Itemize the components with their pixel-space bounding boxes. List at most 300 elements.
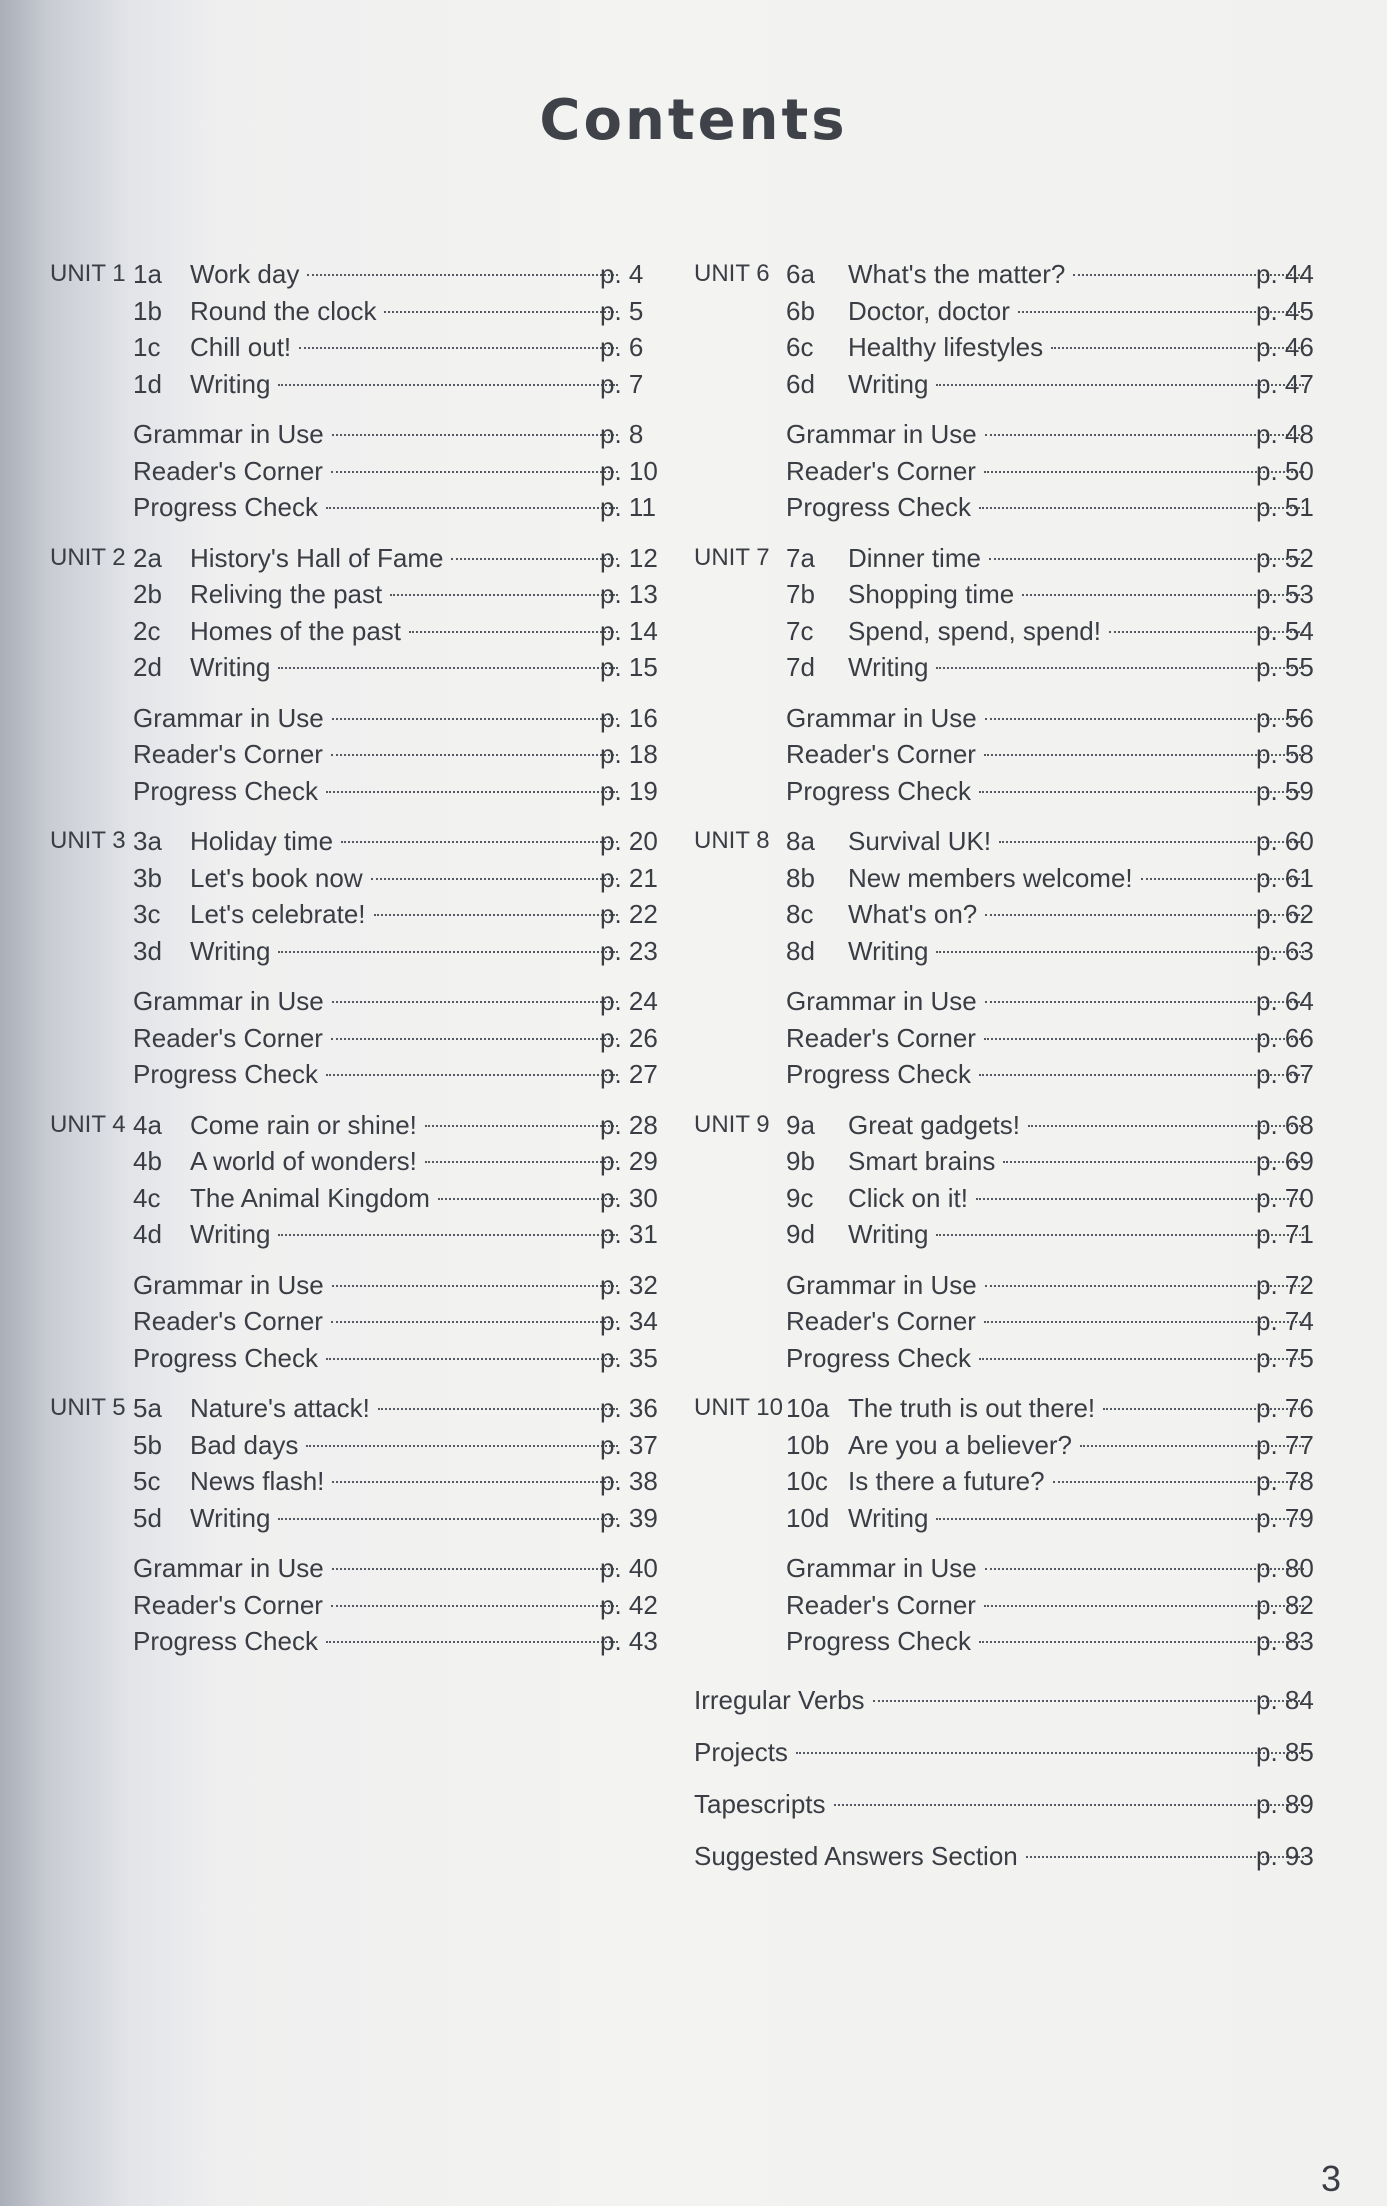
toc-entry (848, 1390, 1312, 1427)
lesson-row (50, 1500, 658, 1537)
toc-entry (848, 1463, 1312, 1500)
section-row (694, 1340, 1332, 1377)
entry-page: p. 53 (1256, 579, 1314, 609)
page-title: Contents (539, 88, 848, 153)
entry-page: p. 75 (1256, 1342, 1314, 1373)
entry-page: p. 14 (600, 615, 658, 646)
appendix-row (694, 1674, 1332, 1726)
entry-title: Round the clock (190, 295, 377, 326)
unit-block (50, 256, 658, 526)
entry-title: History's Hall of Fame (190, 542, 444, 573)
entry-title: Writing (848, 368, 929, 399)
lesson-code: 4b (133, 1146, 162, 1176)
lesson-code: 2b (133, 579, 162, 609)
section-row (50, 700, 658, 737)
entry-page: p. 26 (600, 1022, 658, 1053)
section-row (694, 416, 1332, 453)
toc-entry (133, 1623, 626, 1660)
toc-entry (786, 773, 1312, 810)
entry-title: A world of wonders! (190, 1146, 417, 1176)
dot-leader (307, 274, 618, 276)
entry-page: p. 47 (1256, 368, 1314, 399)
entry-page: p. 82 (1256, 1589, 1314, 1620)
entry-page: p. 66 (1256, 1022, 1314, 1053)
entry-title: Shopping time (848, 579, 1015, 609)
toc-entry (848, 1500, 1312, 1537)
section-row (50, 1623, 658, 1660)
toc-entry (694, 1830, 1312, 1882)
entry-page: p. 80 (1256, 1553, 1314, 1583)
page-number: 3 (1321, 2158, 1342, 2199)
lesson-code: 7a (786, 542, 815, 573)
dot-leader (332, 434, 618, 436)
entry-title: Grammar in Use (786, 1553, 977, 1583)
section-row (50, 416, 650, 453)
toc-entry (786, 983, 1312, 1020)
entry-title: Bad days (190, 1429, 299, 1460)
lesson-code: 5d (133, 1502, 162, 1533)
section-row (694, 489, 1332, 526)
toc-entry (848, 860, 1312, 897)
lesson-row (50, 1107, 658, 1144)
entry-page: p. 12 (600, 542, 658, 573)
dot-leader (451, 558, 618, 560)
section-row (50, 1550, 658, 1587)
toc-entry (848, 613, 1312, 650)
dot-leader (331, 754, 618, 756)
entry-title: Holiday time (190, 826, 334, 856)
toc-entry (190, 256, 626, 293)
entry-page: p. 74 (1256, 1306, 1314, 1336)
toc-entry (848, 649, 1312, 686)
entry-title: Grammar in Use (786, 702, 977, 733)
dot-leader (306, 1445, 618, 1447)
entry-page: p. 76 (1256, 1393, 1314, 1423)
entry-title: Grammar in Use (133, 1269, 324, 1300)
toc-entry (133, 1020, 626, 1057)
entry-title: Writing (190, 368, 271, 399)
lesson-row (50, 576, 658, 613)
entry-title: Come rain or shine! (190, 1109, 417, 1140)
entry-title: Reader's Corner (786, 455, 976, 486)
entry-title: Survival UK! (848, 826, 992, 856)
unit-block (694, 1107, 1332, 1377)
entry-title: Progress Check (133, 1342, 318, 1373)
contents-column-left (50, 256, 658, 1674)
entry-title: Reader's Corner (133, 1022, 323, 1053)
dot-leader (371, 878, 618, 880)
toc-entry (133, 453, 626, 490)
entry-title: Progress Check (786, 1059, 971, 1089)
toc-entry (133, 1267, 626, 1304)
dot-leader (299, 347, 618, 349)
entry-title: Grammar in Use (133, 1553, 324, 1583)
unit-label: UNIT 9 (694, 1110, 770, 1138)
dot-leader (341, 841, 618, 843)
entry-title: Reader's Corner (133, 455, 323, 486)
entry-title: Progress Check (786, 775, 971, 806)
lesson-row (50, 329, 650, 366)
entry-title: Progress Check (133, 1626, 318, 1656)
entry-page: p. 93 (1256, 1840, 1314, 1871)
lesson-row (694, 1107, 1332, 1144)
toc-entry (190, 1390, 626, 1427)
toc-entry (190, 613, 626, 650)
toc-entry (190, 1143, 626, 1180)
dot-leader (409, 631, 618, 633)
lesson-code: 9a (786, 1109, 815, 1140)
entry-title: Grammar in Use (786, 986, 977, 1016)
lesson-code: 2c (133, 615, 161, 646)
lesson-code: 9d (786, 1219, 815, 1249)
lesson-code: 9b (786, 1146, 815, 1176)
unit-block (694, 540, 1332, 810)
lesson-row (694, 613, 1332, 650)
entry-page: p. 29 (600, 1146, 658, 1176)
lesson-code: 7b (786, 579, 815, 609)
lesson-row (694, 329, 1332, 366)
entry-title: Healthy lifestyles (848, 332, 1044, 362)
toc-entry (848, 823, 1312, 860)
section-row (694, 1267, 1332, 1304)
section-row (50, 1303, 658, 1340)
entry-title: Reader's Corner (133, 739, 323, 769)
dot-leader (278, 667, 618, 669)
dot-leader (331, 1038, 618, 1040)
entry-page: p. 8 (600, 419, 644, 449)
lesson-code: 5b (133, 1429, 162, 1460)
entry-page: p. 19 (600, 775, 658, 806)
toc-entry (190, 896, 626, 933)
lesson-row (694, 1216, 1332, 1253)
entry-title: Click on it! (848, 1182, 968, 1213)
entry-title: New members welcome! (848, 862, 1133, 893)
unit-label: UNIT 4 (50, 1110, 126, 1138)
toc-entry (133, 489, 626, 526)
lesson-row (694, 896, 1332, 933)
entry-title: Grammar in Use (133, 419, 324, 449)
toc-entry (133, 1303, 626, 1340)
toc-entry (848, 1216, 1312, 1253)
dot-leader (796, 1752, 1304, 1754)
section-row (694, 1303, 1332, 1340)
entry-title: Progress Check (133, 775, 318, 806)
entry-title: Let's celebrate! (190, 899, 366, 929)
entry-title: Progress Check (133, 1059, 318, 1089)
entry-page: p. 67 (1256, 1059, 1314, 1089)
entry-page: p. 23 (600, 935, 658, 966)
lesson-code: 8b (786, 862, 815, 893)
toc-entry (786, 700, 1312, 737)
entry-page: p. 7 (600, 368, 644, 399)
entry-title: What's on? (848, 899, 978, 929)
lesson-row (694, 576, 1332, 613)
unit-label: UNIT 3 (50, 827, 126, 854)
entry-title: Writing (848, 1219, 929, 1249)
dot-leader (976, 1198, 1304, 1200)
toc-entry (190, 1463, 626, 1500)
unit-block (694, 256, 1332, 526)
unit-label: UNIT 6 (694, 260, 770, 287)
entry-title: Reader's Corner (786, 1022, 976, 1053)
section-row (50, 773, 658, 810)
unit-block (694, 823, 1332, 1093)
toc-entry (848, 933, 1312, 970)
toc-entry (848, 366, 1312, 403)
dot-leader (374, 914, 618, 916)
entry-page: p. 50 (1256, 455, 1314, 486)
entry-title: Writing (190, 935, 271, 966)
toc-entry (190, 1180, 626, 1217)
entry-title: Writing (190, 652, 271, 682)
entry-page: p. 11 (600, 492, 656, 522)
lesson-code: 3d (133, 935, 162, 966)
entry-page: p. 13 (600, 579, 658, 609)
entry-page: p. 55 (1256, 652, 1314, 682)
group-spacer (50, 1253, 650, 1267)
section-row (694, 453, 1332, 490)
lesson-row (694, 540, 1332, 577)
entry-page: p. 31 (600, 1219, 658, 1249)
group-spacer (694, 402, 1332, 416)
dot-leader (936, 951, 1304, 953)
entry-page: p. 69 (1256, 1146, 1314, 1176)
lesson-code: 5c (133, 1466, 161, 1496)
toc-entry (190, 329, 626, 366)
section-row (50, 489, 656, 526)
toc-entry (786, 1623, 1312, 1660)
lesson-row (50, 540, 658, 577)
section-row (50, 1340, 658, 1377)
toc-entry (694, 1778, 1312, 1830)
entry-page: p. 83 (1256, 1626, 1314, 1656)
group-spacer (50, 402, 650, 416)
entry-page: p. 30 (600, 1182, 658, 1213)
lesson-code: 2d (133, 652, 162, 682)
lesson-row (694, 823, 1332, 860)
unit-block (50, 540, 658, 810)
entry-title: The Animal Kingdom (190, 1182, 430, 1213)
lesson-code: 2a (133, 542, 162, 573)
section-row (50, 1587, 658, 1624)
lesson-row (694, 1143, 1332, 1180)
lesson-code: 4c (133, 1182, 161, 1213)
lesson-row (694, 1390, 1332, 1427)
entry-page: p. 4 (600, 259, 644, 289)
lesson-row (694, 1427, 1332, 1464)
toc-entry (786, 1056, 1312, 1093)
toc-entry (786, 416, 1312, 453)
lesson-code: 3b (133, 862, 162, 893)
section-row (50, 1020, 658, 1057)
toc-entry (190, 933, 626, 970)
entry-page: p. 63 (1256, 935, 1314, 966)
entry-title: Nature's attack! (190, 1393, 370, 1423)
toc-entry (694, 1726, 1312, 1778)
unit-block (50, 823, 658, 1093)
entry-title: Writing (190, 1219, 271, 1249)
entry-title: Writing (190, 1502, 271, 1533)
group-spacer (50, 686, 650, 700)
entry-title: Grammar in Use (786, 419, 977, 449)
entry-title: Writing (848, 935, 929, 966)
lesson-row (50, 1463, 658, 1500)
dot-leader (326, 507, 618, 509)
unit-label: UNIT 10 (694, 1394, 783, 1421)
toc-entry (848, 540, 1312, 577)
entry-page: p. 5 (600, 295, 644, 326)
lesson-code: 6b (786, 295, 815, 326)
lesson-row (50, 1216, 658, 1253)
toc-entry (190, 576, 626, 613)
section-row (694, 1056, 1332, 1093)
entry-title: Reader's Corner (786, 1306, 976, 1336)
lesson-row (694, 1500, 1332, 1537)
lesson-row (694, 293, 1332, 330)
entry-page: p. 54 (1256, 615, 1314, 646)
entry-page: p. 22 (600, 899, 658, 929)
lesson-row (50, 613, 658, 650)
entry-page: p. 38 (600, 1466, 658, 1496)
lesson-code: 10c (786, 1466, 828, 1496)
toc-entry (190, 1500, 626, 1537)
lesson-row (694, 1180, 1332, 1217)
dot-leader (936, 1234, 1304, 1236)
entry-title: Great gadgets! (848, 1109, 1020, 1140)
toc-entry (133, 1056, 626, 1093)
toc-entry (848, 896, 1312, 933)
lesson-code: 3a (133, 826, 162, 856)
dot-leader (278, 1234, 618, 1236)
dot-leader (332, 1001, 618, 1003)
entry-title: Grammar in Use (786, 1269, 977, 1300)
entry-title: Progress Check (786, 1342, 971, 1373)
toc-entry (786, 736, 1312, 773)
entry-page: p. 24 (600, 986, 658, 1016)
entry-title: Irregular Verbs (694, 1684, 865, 1715)
lesson-code: 8c (786, 899, 814, 929)
toc-entry (190, 1427, 626, 1464)
toc-entry (190, 366, 626, 403)
dot-leader (378, 1408, 618, 1410)
entry-title: Let's book now (190, 862, 363, 893)
lesson-code: 1a (133, 259, 162, 289)
toc-entry (786, 1340, 1312, 1377)
entry-title: Projects (694, 1736, 788, 1767)
dot-leader (326, 1641, 618, 1643)
entry-page: p. 60 (1256, 826, 1314, 856)
entry-title: Grammar in Use (133, 702, 324, 733)
entry-title: Progress Check (133, 492, 318, 522)
dot-leader (331, 1605, 618, 1607)
section-row (694, 1587, 1332, 1624)
lesson-code: 5a (133, 1393, 162, 1423)
group-spacer (694, 1536, 1332, 1550)
dot-leader (278, 1518, 618, 1520)
group-spacer (694, 686, 1332, 700)
lesson-row (50, 1427, 658, 1464)
lesson-row (694, 366, 1332, 403)
entry-title: Tapescripts (694, 1788, 826, 1819)
entry-title: The truth is out there! (848, 1393, 1096, 1423)
toc-entry (190, 649, 626, 686)
entry-page: p. 44 (1256, 259, 1314, 289)
entry-page: p. 28 (600, 1109, 658, 1140)
dot-leader (326, 1358, 618, 1360)
toc-entry (848, 1427, 1312, 1464)
dot-leader (873, 1700, 1304, 1702)
entry-title: Homes of the past (190, 615, 401, 646)
entry-title: Reader's Corner (786, 739, 976, 769)
entry-page: p. 71 (1256, 1219, 1314, 1249)
lesson-row (50, 366, 650, 403)
entry-title: Dinner time (848, 542, 981, 573)
entry-page: p. 16 (600, 702, 658, 733)
dot-leader (332, 1481, 618, 1483)
toc-entry (848, 293, 1312, 330)
toc-entry (786, 1020, 1312, 1057)
lesson-code: 10d (786, 1502, 830, 1533)
entry-page: p. 46 (1256, 332, 1314, 362)
toc-entry (694, 1674, 1312, 1726)
entry-page: p. 51 (1256, 492, 1314, 522)
toc-entry (786, 453, 1312, 490)
entry-page: p. 20 (600, 826, 658, 856)
entry-title: Reader's Corner (133, 1589, 323, 1620)
entry-title: Reliving the past (190, 579, 383, 609)
toc-entry (190, 860, 626, 897)
unit-label: UNIT 5 (50, 1394, 126, 1421)
toc-entry (133, 983, 626, 1020)
toc-entry (190, 293, 626, 330)
unit-block (50, 1107, 658, 1377)
dot-leader (326, 791, 618, 793)
dot-leader (936, 667, 1304, 669)
entry-title: Progress Check (786, 1626, 971, 1656)
toc-entry (848, 1180, 1312, 1217)
dot-leader (332, 1568, 618, 1570)
dot-leader (425, 1161, 618, 1163)
lesson-code: 8a (786, 826, 815, 856)
dot-leader (331, 471, 618, 473)
group-spacer (694, 969, 1332, 983)
toc-entry (786, 1550, 1312, 1587)
entry-title: What's the matter? (848, 259, 1066, 289)
group-spacer (694, 1253, 1332, 1267)
lesson-code: 10b (786, 1429, 830, 1460)
lesson-row (50, 933, 658, 970)
entry-page: p. 43 (600, 1626, 658, 1656)
entry-page: p. 40 (600, 1553, 658, 1583)
toc-entry (133, 773, 626, 810)
lesson-code: 7d (786, 652, 815, 682)
entry-title: Is there a future? (848, 1466, 1045, 1496)
appendix-list (694, 1674, 1332, 1882)
entry-title: Writing (848, 1502, 929, 1533)
entry-page: p. 35 (600, 1342, 658, 1373)
entry-page: p. 32 (600, 1269, 658, 1300)
entry-page: p. 72 (1256, 1269, 1314, 1300)
entry-title: Grammar in Use (133, 986, 324, 1016)
lesson-code: 6d (786, 368, 815, 399)
section-row (694, 736, 1332, 773)
section-row (50, 983, 658, 1020)
lesson-row (50, 823, 658, 860)
entry-title: Smart brains (848, 1146, 996, 1176)
appendix-row (694, 1778, 1332, 1830)
toc-entry (133, 1340, 626, 1377)
lesson-row (50, 649, 658, 686)
